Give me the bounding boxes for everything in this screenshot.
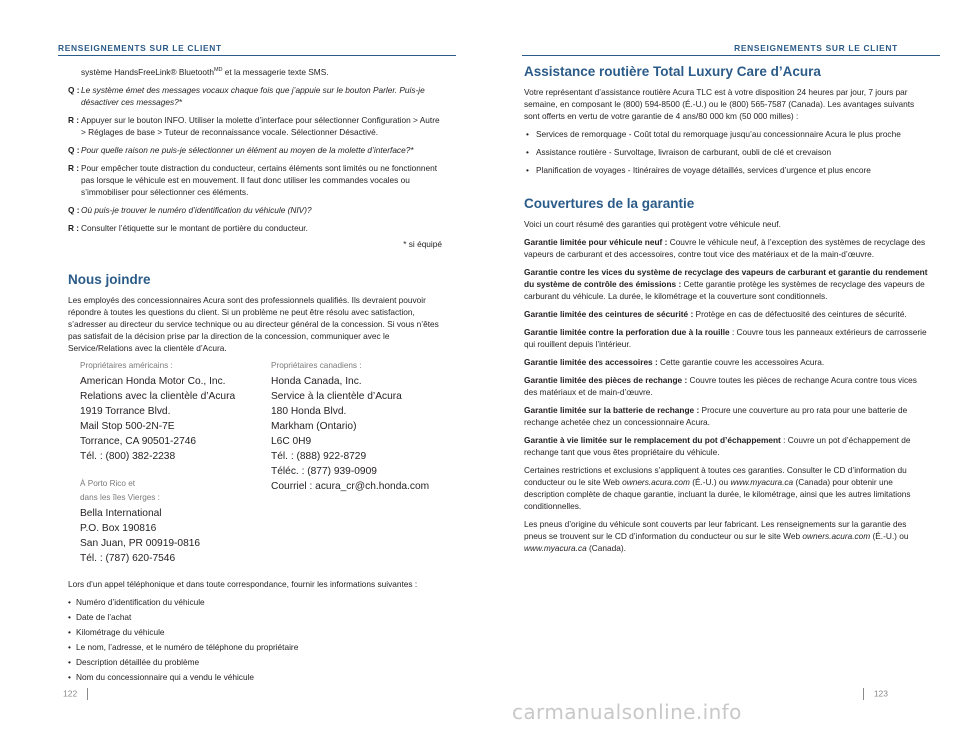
restrictions-paragraph [524,464,928,512]
owners-link[interactable]: owners.acura.com [622,477,690,487]
ca-fax: Téléc. : (877) 939-0909 [271,465,377,477]
qa-list [68,84,442,234]
contact-intro: Les employés des concessionnaires Acura sont des professionnels qualifiés. Ils devraient pouvoir répondre à toutes les questions du client. Si un problème ne peut être résolu avec satisfaction, s’adresser au directeur du service technique ou au directeur général de la concession. Si vous n’êtes pas satisfait de la décision prise par la direction de la concession, communiquer avec le Service/Relations avec la clientèle d’Acura. [68,294,439,353]
answer-text: Pour empêcher toute distraction du conducteur, certains éléments sont limités ou ne fonctionnent pas lorsque le véhicule est en mouvement. Il faut donc utiliser les commandes vocales ou s’immobiliser pour sélectionner ces éléments. [81,162,438,197]
warranty-term: Garantie limitée contre la perforation due à la rouille [524,327,730,337]
info-item: • Date de l’achat [68,611,442,623]
qa-item [68,114,442,138]
ca-line: 180 Honda Blvd. [271,405,347,417]
watermark: carmanualsonline.info [512,700,742,724]
us-line: 1919 Torrance Blvd. [80,405,171,417]
pr-phone: Tél. : (787) 620-7546 [80,552,176,564]
right-column [524,64,928,560]
page-number-right [853,688,888,700]
restrictions-text: (Canada) pour obtenir une description complète de chaque garantie, incluant la durée, le kilométrage, ainsi que les autres limitations conditionnelles. [524,477,911,511]
info-list [68,596,442,683]
myacura-link[interactable]: www.myacura.ca [730,477,794,487]
qa-tag: R : [68,162,80,173]
us-label: Propriétaires américains : [80,360,173,370]
header-rule-left [58,55,456,56]
warranty-term: Garantie contre les vices du système de recyclage des vapeurs de carburant et garantie du rendement du système de contrôle des émissions : [524,267,928,289]
qa-item [68,204,442,216]
us-line: Relations avec la clientèle d’Acura [80,390,236,402]
ca-phone: Tél. : (888) 922-8729 [271,450,367,462]
roadside-item: • Assistance routière - Survoltage, livraison de carburant, oubli de clé et crevaison [524,146,928,158]
running-header-left: RENSEIGNEMENTS SUR LE CLIENT [58,43,222,53]
answer-text: Appuyer sur le bouton INFO. Utiliser la molette d’interface pour sélectionner Configuration > Autre > Réglages de base > Tuteur de reconnaissance vocale. Sélectionner Désactivé. [81,114,440,137]
qa-tag: R : [68,114,80,125]
intro-sup: MD [213,67,223,73]
warranty-item [524,326,928,350]
warranty-term: Garantie limitée des accessoires : [524,357,658,367]
info-item: • Le nom, l’adresse, et le numéro de téléphone du propriétaire [68,641,442,653]
us-phone: Tél. : (800) 382-2238 [80,450,176,462]
qa-item [68,162,442,198]
warranty-desc: Protège en cas de défectuosité des ceintures de sécurité. [693,309,907,319]
warranty-intro: Voici un court résumé des garanties qui protègent votre véhicule neuf. [524,219,781,229]
footnote: * si équipé [403,238,442,249]
header-rule-right [522,55,940,56]
qa-item [68,222,442,234]
owners-link[interactable]: owners.acura.com [802,531,871,541]
warranty-item [524,434,928,458]
tires-paragraph [524,518,928,554]
info-item: • Numéro d’identification du véhicule [68,596,442,608]
ca-contact [251,360,442,566]
contact-addresses [68,360,442,566]
tires-text: Les pneus d’origine du véhicule sont couverts par leur fabricant. Les renseignements sur la garantie des pneus se trouvent sur le CD d’information du conducteur ou sur le site Web [524,519,907,541]
restrictions-text: Certaines restrictions et exclusions s’appliquent à toutes ces garanties. Consulter le CD d’information du conducteur ou le site Web [524,465,907,487]
us-line: American Honda Motor Co., Inc. [80,375,226,387]
ca-label: Propriétaires canadiens : [271,360,362,370]
warranty-item [524,404,928,428]
tires-text: (Canada). [586,543,626,553]
warranty-item [524,236,928,260]
roadside-list [524,128,928,176]
pr-line: San Juan, PR 00919-0816 [80,537,201,549]
page-number-text: 122 [63,688,78,699]
intro-line [68,64,442,78]
qa-tag: Q : [68,204,80,215]
ca-line: L6C 0H9 [271,435,312,447]
warranty-desc: Cette garantie protège les systèmes de recyclage des vapeurs de carburant du véhicule. La durée, le kilométrage et la couverture sont conditionnels. [524,279,925,301]
roadside-intro: Votre représentant d’assistance routière Acura TLC est à votre disposition 24 heures par jour, 7 jours par semaine, en composant le (800) 594-8500 (É.-U.) ou le (800) 565-7587 (Canada). Les avantages suivants sont offerts en vertu de votre garantie de 4 ans/80 000 km (50 000 milles) : [524,87,915,121]
intro-tail: et la messagerie texte SMS. [222,66,329,77]
left-column [68,64,442,689]
qa-item [68,144,442,156]
answer-text: Consulter l’étiquette sur le montant de portière du conducteur. [81,222,308,233]
info-item: • Nom du concessionnaire qui a vendu le véhicule [68,671,442,683]
us-line: Torrance, CA 90501-2746 [80,435,197,447]
ca-email: Courriel : acura_cr@ch.honda.com [271,480,430,492]
pr-label: À Porto Rico et [80,478,136,488]
qa-tag: R : [68,222,80,233]
warranty-term: Garantie limitée des ceintures de sécurité : [524,309,694,319]
qa-item [68,84,442,108]
warranty-term: Garantie à vie limitée sur le remplacement du pot d’échappement [524,435,781,445]
warranty-desc: Cette garantie couvre les accessoires Acura. [657,357,825,367]
page-number-divider [87,688,88,700]
warranty-desc: : Couvre un pot d’échappement de rechange tant que vous êtes propriétaire du véhicule. [524,435,911,457]
ca-line: Service à la clientèle d’Acura [271,390,402,402]
warranty-desc: Couvre toutes les pièces de rechange Acura contre tous vices des matériaux et de main-d’œuvre. [524,375,917,397]
running-header-right: RENSEIGNEMENTS SUR LE CLIENT [734,43,898,53]
warranty-item [524,266,928,302]
pr-label: dans les îles Vierges : [80,492,160,502]
roadside-item: • Services de remorquage - Coût total du remorquage jusqu’au concessionnaire Acura le plus proche [524,128,928,140]
us-contact [68,360,251,566]
intro-text: système HandsFreeLink® Bluetooth [81,66,214,77]
warranty-desc: Procure une couverture au pro rata pour une batterie de rechange achetée chez un concessionnaire Acura. [524,405,908,427]
tires-text: (É.-U.) ou [870,531,909,541]
ca-line: Markham (Ontario) [271,420,357,432]
question-text: Le système émet des messages vocaux chaque fois que j’appuie sur le bouton Parler. Puis-je désactiver ces messages?* [81,84,425,107]
qa-tag: Q : [68,84,80,95]
warranty-desc: : Couvre tous les panneaux extérieurs de carrosserie qui rouillent depuis l’intérieur. [524,327,927,349]
warranty-term: Garantie limitée sur la batterie de rechange : [524,405,700,415]
warranty-term: Garantie limitée des pièces de rechange : [524,375,688,385]
pr-line: Bella International [80,507,162,519]
page-number-left [63,688,98,700]
page-number-text: 123 [873,688,888,699]
info-intro: Lors d’un appel téléphonique et dans toute correspondance, fournir les informations suivantes : [68,578,418,589]
info-item: • Description détaillée du problème [68,656,442,668]
warranty-term: Garantie limitée pour véhicule neuf : [524,237,668,247]
myacura-link[interactable]: www.myacura.ca [524,543,587,553]
question-text: Où puis-je trouver le numéro d’identification du véhicule (NIV)? [81,204,312,215]
warranty-title: Couvertures de la garantie [524,196,695,211]
contact-title: Nous joindre [68,271,151,287]
roadside-item: • Planification de voyages - Itinéraires de voyage détaillés, services d’urgence et plus encore [524,164,928,176]
warranty-item [524,356,928,368]
warranty-item [524,374,928,398]
us-line: Mail Stop 500-2N-7E [80,420,175,432]
ca-line: Honda Canada, Inc. [271,375,362,387]
warranty-desc: Couvre le véhicule neuf, à l’exception des systèmes de recyclage des vapeurs de carburant et des accessoires, contre tout vice des matériaux et de la main-d’œuvre. [524,237,926,259]
restrictions-text: (É.-U.) ou [689,477,731,487]
right-page [480,0,960,742]
question-text: Pour quelle raison ne puis-je sélectionner un élément au moyen de la molette d’interface?* [81,144,414,155]
warranty-item [524,308,928,320]
pr-line: P.O. Box 190816 [80,522,157,534]
roadside-title: Assistance routière Total Luxury Care d’Acura [524,64,821,79]
page-number-divider [863,688,864,700]
qa-tag: Q : [68,144,80,155]
info-item: • Kilométrage du véhicule [68,626,442,638]
